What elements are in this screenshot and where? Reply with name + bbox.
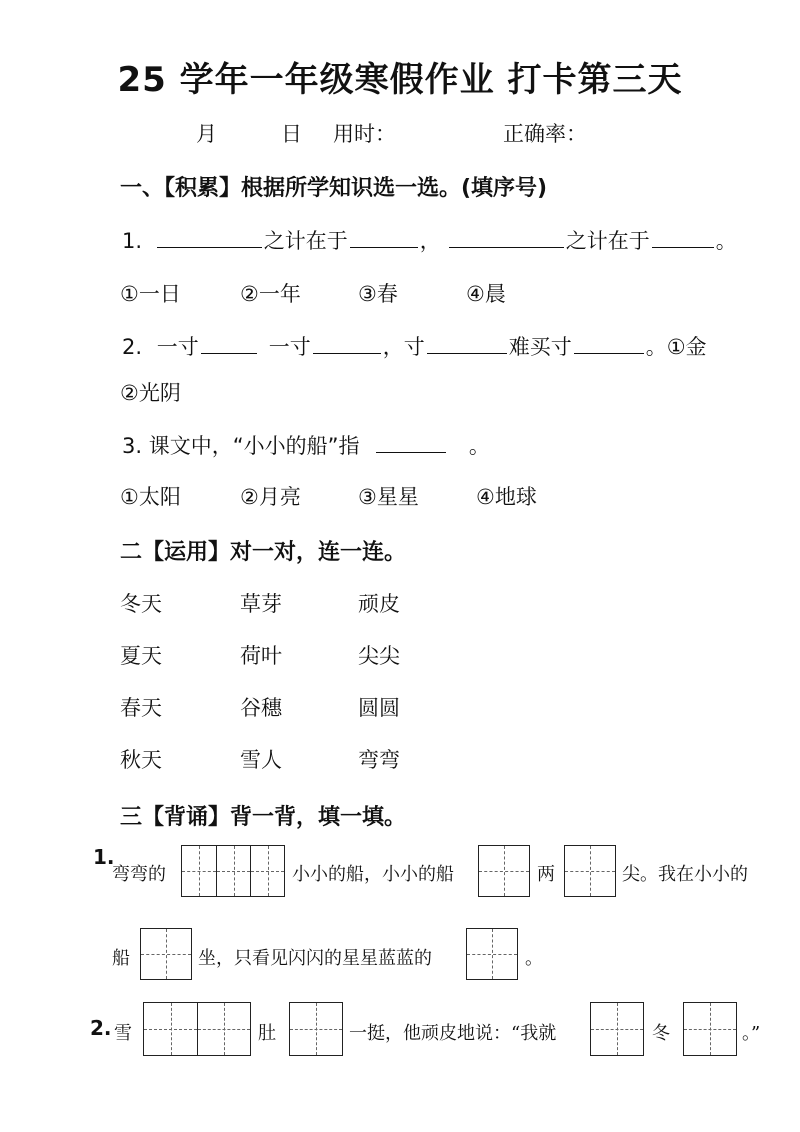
adjective-word[interactable]: 弯弯 [358,748,400,772]
adjective-word[interactable]: 尖尖 [358,644,400,668]
object-word[interactable]: 雪人 [240,748,282,772]
writing-grid-1[interactable] [683,1002,737,1056]
question-text: 难买寸 [508,335,572,359]
question-3 [122,430,490,460]
time-label: 用时： [333,122,396,146]
section-1-heading: 一、【积累】根据所学知识选一选。(填序号) [120,176,548,201]
question-text: 一寸 [156,335,199,359]
writing-grid-1[interactable] [466,928,518,980]
question-text: ， [419,229,441,253]
option: ③星星 [358,485,419,509]
passage-number: 2. [90,1016,112,1040]
passage-text: 。 [525,948,543,969]
object-word[interactable]: 草芽 [240,592,282,616]
blank[interactable] [652,227,714,248]
day-label: 日 [281,122,302,146]
writing-grid-1[interactable] [478,845,530,897]
question-text: 一寸 [268,335,311,359]
passage-text: 小小的船，小小的船 [292,864,454,885]
adjective-word[interactable]: 圆圆 [358,696,400,720]
question-2 [122,331,707,361]
option: ④晨 [466,282,506,306]
adjective-word[interactable]: 顽皮 [358,592,400,616]
writing-grid-1[interactable] [590,1002,644,1056]
passage-number: 1. [93,845,115,869]
question-text: 。①金 [645,335,707,359]
option: ④地球 [476,485,537,509]
passage-text: 两 [537,864,555,885]
question-number: 1. [122,229,143,253]
question-text: 之计在于 [565,229,650,253]
passage-text: 坐，只看见闪闪的星星蓝蓝的 [198,948,432,969]
section-3-heading: 三【背诵】背一背，填一填。 [120,805,407,830]
blank[interactable] [350,227,418,248]
option: ①太阳 [120,485,181,509]
object-word[interactable]: 荷叶 [240,644,282,668]
season-word[interactable]: 秋天 [120,748,162,772]
month-label: 月 [196,122,217,146]
blank[interactable] [201,333,257,354]
question-number: 2. [122,335,143,359]
passage-text: 肚 [258,1023,276,1044]
blank[interactable] [376,432,446,453]
writing-grid-1[interactable] [289,1002,343,1056]
section-2-heading: 二【运用】对一对，连一连。 [120,540,407,565]
writing-grid-1[interactable] [564,845,616,897]
option: ③春 [358,282,398,306]
season-word[interactable]: 夏天 [120,644,162,668]
blank[interactable] [313,333,381,354]
passage-text: 船 [112,948,130,969]
blank[interactable] [574,333,644,354]
option: ②光阴 [120,381,181,405]
season-word[interactable]: 冬天 [120,592,162,616]
question-text: 之计在于 [263,229,348,253]
writing-grid-3[interactable] [181,845,285,897]
question-1 [122,225,737,255]
object-word[interactable]: 谷穗 [240,696,282,720]
passage-text: 尖。我在小小的 [622,864,748,885]
question-text: 3. 课文中，“小小的船”指 [122,434,360,458]
passage-text: 弯弯的 [112,864,166,885]
writing-grid-1[interactable] [140,928,192,980]
blank[interactable] [449,227,564,248]
option: ①一日 [120,282,181,306]
season-word[interactable]: 春天 [120,696,162,720]
accuracy-label: 正确率： [503,122,587,146]
option: ②月亮 [240,485,301,509]
option: ②一年 [240,282,301,306]
question-text: 。 [468,434,490,458]
blank[interactable] [427,333,507,354]
question-text: 。 [715,229,737,253]
writing-grid-2[interactable] [143,1002,251,1056]
passage-text: 雪 [114,1023,132,1044]
passage-text: 一挺，他顽皮地说：“我就 [349,1023,557,1044]
page-title: 25 学年一年级寒假作业 打卡第三天 [117,60,683,100]
passage-text: 冬 [652,1023,670,1044]
passage-text: 。” [742,1023,761,1044]
blank[interactable] [157,227,262,248]
question-text: ，寸 [382,335,425,359]
